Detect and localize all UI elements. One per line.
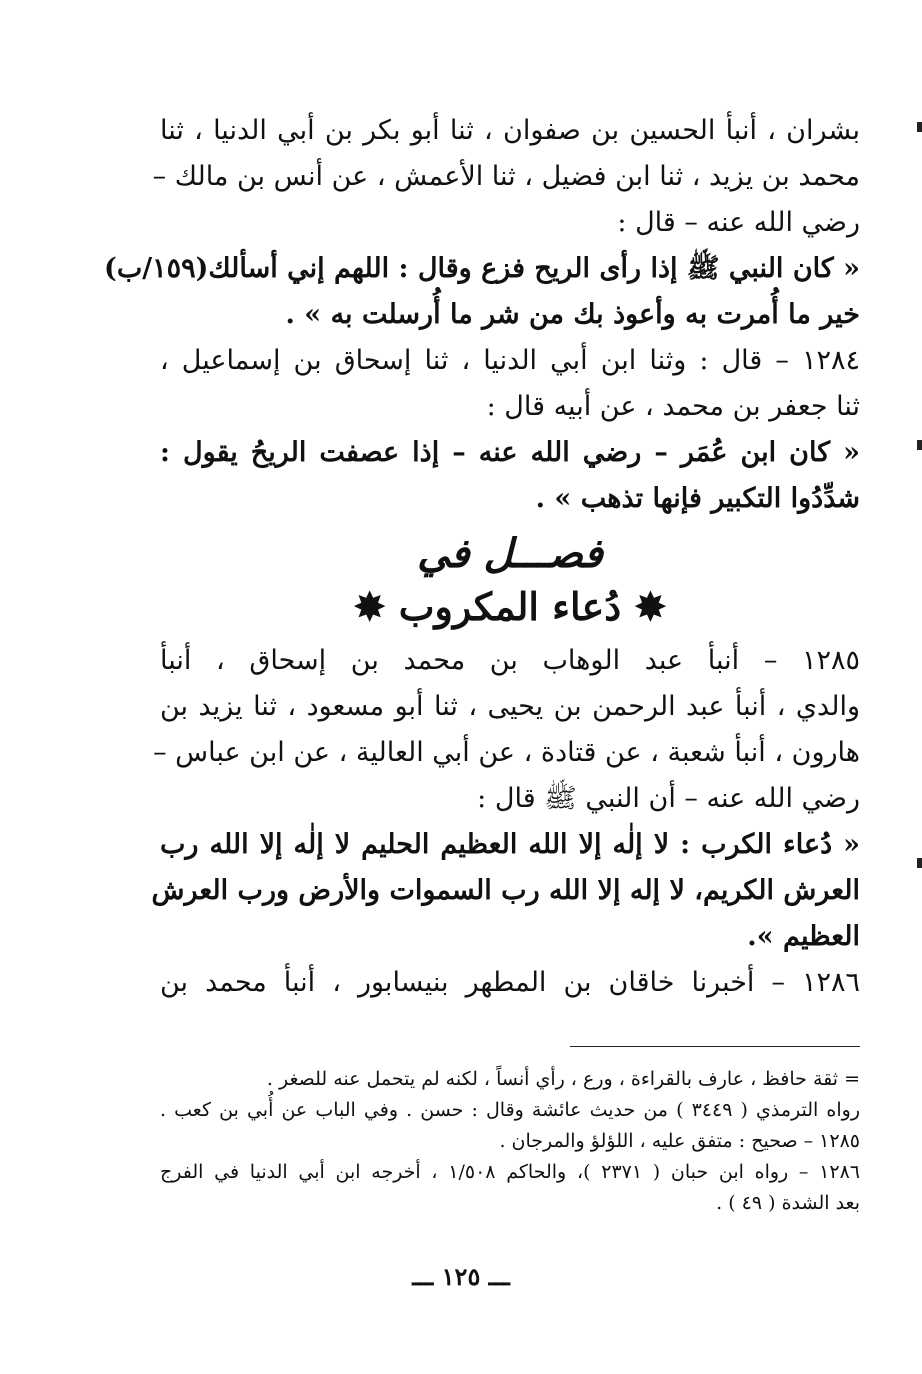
text-block-1 [104,108,860,522]
text-line: العظيم ». [747,921,860,952]
edge-mark [917,440,922,450]
text-line: شدِّدُوا التكبير فإنها تذهب » . [535,483,860,514]
footnote-line: ١٢٨٥ – صحيح : متفق عليه ، اللؤلؤ والمرجان . [499,1130,860,1152]
text-line: « دُعاء الكرب : لا إلٰه إلا الله العظيم الحليم لا إلٰه إلا الله رب [160,829,860,860]
edge-mark [917,858,922,868]
text-line: « كان النبي ﷺ إذا رأى الريح فزع وقال : اللهم إني أسألك(١٥٩/ب) [104,253,860,284]
footnote-rule [570,1046,860,1047]
text-line: ثنا جعفر بن محمد ، عن أبيه قال : [486,391,860,422]
main-text [104,108,860,1006]
text-line: رضي الله عنه – قال : [617,207,860,238]
section-heading-prefix: فصـــل في [417,530,603,577]
text-block-2 [151,638,860,1006]
text-line: العرش الكريم، لا إله إلا الله رب السموات والأرض ورب العرش [151,875,860,906]
section-heading-title: ✸ دُعاء المكروب ✸ [353,584,667,629]
footnote-line: بعد الشدة ( ٤٩ ) . [716,1192,860,1214]
text-line: خير ما أُمرت به وأعوذ بك من شر ما أُرسلت به » . [285,299,860,330]
page-number: ـــ ١٢٥ ـــ [412,1262,510,1291]
footnote-line: = ثقة حافظ ، عارف بالقراءة ، ورع ، رأي أنساً ، لكنه لم يتحمل عنه للصغر . [266,1068,860,1090]
footnotes [160,1046,860,1219]
footnote-list [160,1046,860,1219]
edge-mark [917,122,922,132]
text-line: رضي الله عنه – أن النبي ﷺ قال : [477,783,860,814]
text-line: والدي ، أنبأ عبد الرحمن بن يحيى ، ثنا أبو مسعود ، ثنا يزيد بن [160,691,860,722]
text-line: محمد بن يزيد ، ثنا ابن فضيل ، ثنا الأعمش ، عن أنس بن مالك – [152,161,860,192]
text-line: ١٢٨٥ – أنبأ عبد الوهاب بن محمد بن إسحاق ، أنبأ [160,645,860,676]
text-line: ١٢٨٦ – أخبرنا خاقان بن المطهر بنيسابور ، أنبأ محمد بن [160,967,860,998]
footnote-line: رواه الترمذي ( ٣٤٤٩ ) من حديث عائشة وقال : حسن . وفي الباب عن أُبي بن كعب . [160,1099,860,1121]
text-line: هارون ، أنبأ شعبة ، عن قتادة ، عن أبي العالية ، عن ابن عباس – [153,737,860,768]
text-line: ١٢٨٤ – قال : وثنا ابن أبي الدنيا ، ثنا إسحاق بن إسماعيل ، [160,345,860,376]
footnote-line: ١٢٨٦ – رواه ابن حبان ( ٢٣٧١ )، والحاكم ١/٥٠٨ ، أخرجه ابن أبي الدنيا في الفرج [160,1161,860,1183]
text-line: « كان ابن عُمَر – رضي الله عنه – إذا عصفت الريحُ يقول : [160,437,860,468]
text-line: بشران ، أنبأ الحسين بن صفوان ، ثنا أبو بكر بن أبي الدنيا ، ثنا [160,115,860,146]
